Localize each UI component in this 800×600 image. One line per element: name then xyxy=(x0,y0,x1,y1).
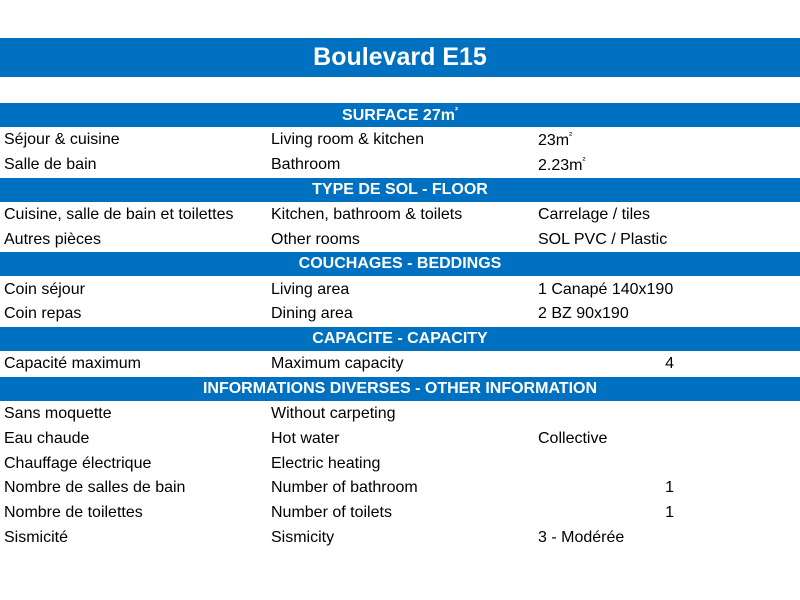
french-label-text: Capacité maximum xyxy=(4,355,141,373)
french-label xyxy=(4,277,266,302)
french-label-text: Sismicité xyxy=(4,528,69,546)
french-label-text: Nombre de toilettes xyxy=(4,504,143,522)
english-label-text: Number of bathroom xyxy=(271,479,418,497)
french-label-text: Nombre de salles de bain xyxy=(4,479,186,497)
french-label-text: Salle de bain xyxy=(4,156,97,174)
value-cell-text: 4 xyxy=(665,355,674,373)
english-label xyxy=(271,476,533,501)
english-label-text: Electric heating xyxy=(271,454,381,472)
french-label xyxy=(4,402,266,427)
french-label-text: Cuisine, salle de bain et toilettes xyxy=(4,205,234,223)
french-label-text: Séjour & cuisine xyxy=(4,131,120,149)
french-label-text: Chauffage électrique xyxy=(4,454,152,472)
table-row xyxy=(0,227,800,252)
english-label-text: Living room & kitchen xyxy=(271,131,424,149)
english-label xyxy=(271,227,533,252)
english-label xyxy=(271,128,533,153)
table-row xyxy=(0,476,800,501)
french-label xyxy=(4,526,266,551)
english-label xyxy=(271,153,533,178)
english-label xyxy=(271,352,533,377)
english-label-text: Sismicity xyxy=(271,528,335,546)
table-row xyxy=(0,203,800,228)
value-cell-text: 1 Canapé 140x190 xyxy=(538,280,674,298)
section-header xyxy=(0,327,800,351)
page-title: Boulevard E15 xyxy=(313,43,487,71)
section-title: SURFACE $27m^{^2}$ xyxy=(342,105,458,124)
english-label xyxy=(271,451,533,476)
value-cell xyxy=(538,128,688,153)
english-label xyxy=(271,426,533,451)
section-header xyxy=(0,178,800,202)
french-label-text: Sans moquette xyxy=(4,404,112,422)
french-label xyxy=(4,302,266,327)
info-sheet xyxy=(0,103,800,550)
value-cell-text: 1 xyxy=(665,479,674,497)
section-title: COUCHAGES - BEDDINGS xyxy=(298,255,502,273)
value-cell xyxy=(538,277,688,302)
english-label xyxy=(271,277,533,302)
table-row xyxy=(0,153,800,178)
section-header xyxy=(0,252,800,276)
value-cell-text: 2 BZ 90x190 xyxy=(538,305,629,323)
english-label-text: Number of toilets xyxy=(271,504,392,522)
french-label xyxy=(4,153,266,178)
value-cell xyxy=(538,476,674,501)
value-cell xyxy=(538,227,688,252)
table-row xyxy=(0,501,800,526)
value-cell xyxy=(538,352,674,377)
french-label xyxy=(4,501,266,526)
english-label xyxy=(271,203,533,228)
french-label-text: Coin repas xyxy=(4,305,82,323)
table-row xyxy=(0,302,800,327)
english-label-text: Living area xyxy=(271,280,350,298)
value-cell xyxy=(538,203,688,228)
english-label xyxy=(271,526,533,551)
value-cell xyxy=(538,451,688,476)
french-label xyxy=(4,426,266,451)
french-label xyxy=(4,227,266,252)
section-header xyxy=(0,377,800,401)
value-cell-text: Carrelage / tiles xyxy=(538,205,651,223)
english-label xyxy=(271,501,533,526)
english-label-text: Dining area xyxy=(271,305,353,323)
title-bar xyxy=(0,38,800,77)
english-label-text: Maximum capacity xyxy=(271,355,404,373)
french-label xyxy=(4,451,266,476)
section-title: INFORMATIONS DIVERSES - OTHER INFORMATION xyxy=(202,379,598,397)
value-cell-text: 3 - Modérée xyxy=(538,528,625,546)
french-label xyxy=(4,203,266,228)
english-label xyxy=(271,302,533,327)
value-cell-text: 1 xyxy=(665,504,674,522)
value-cell xyxy=(538,426,688,451)
french-label xyxy=(4,352,266,377)
value-cell-text: SOL PVC / Plastic xyxy=(538,230,668,248)
value-cell xyxy=(538,153,688,178)
table-row xyxy=(0,526,800,551)
english-label-text: Hot water xyxy=(271,429,340,447)
english-label xyxy=(271,402,533,427)
table-row xyxy=(0,451,800,476)
table-row xyxy=(0,128,800,153)
section-title: CAPACITE - CAPACITY xyxy=(312,329,488,347)
value-cell xyxy=(538,501,674,526)
french-label xyxy=(4,476,266,501)
value-cell-text: Collective xyxy=(538,429,608,447)
french-label-text: Autres pièces xyxy=(4,230,101,248)
french-label-text: Coin séjour xyxy=(4,280,85,298)
table-row xyxy=(0,277,800,302)
section-header xyxy=(0,103,800,127)
value-cell-text: $23m^{^2}$ xyxy=(538,130,573,150)
value-cell xyxy=(538,526,688,551)
value-cell-text: $2.23m^{^2}$ xyxy=(538,155,586,175)
french-label xyxy=(4,128,266,153)
table-row xyxy=(0,426,800,451)
value-cell xyxy=(538,402,688,427)
french-label-text: Eau chaude xyxy=(4,429,90,447)
english-label-text: Kitchen, bathroom & toilets xyxy=(271,205,463,223)
table-row xyxy=(0,402,800,427)
section-title: TYPE DE SOL - FLOOR xyxy=(312,180,488,198)
english-label-text: Other rooms xyxy=(271,230,360,248)
english-label-text: Without carpeting xyxy=(271,404,396,422)
table-row xyxy=(0,352,800,377)
english-label-text: Bathroom xyxy=(271,156,341,174)
value-cell xyxy=(538,302,688,327)
